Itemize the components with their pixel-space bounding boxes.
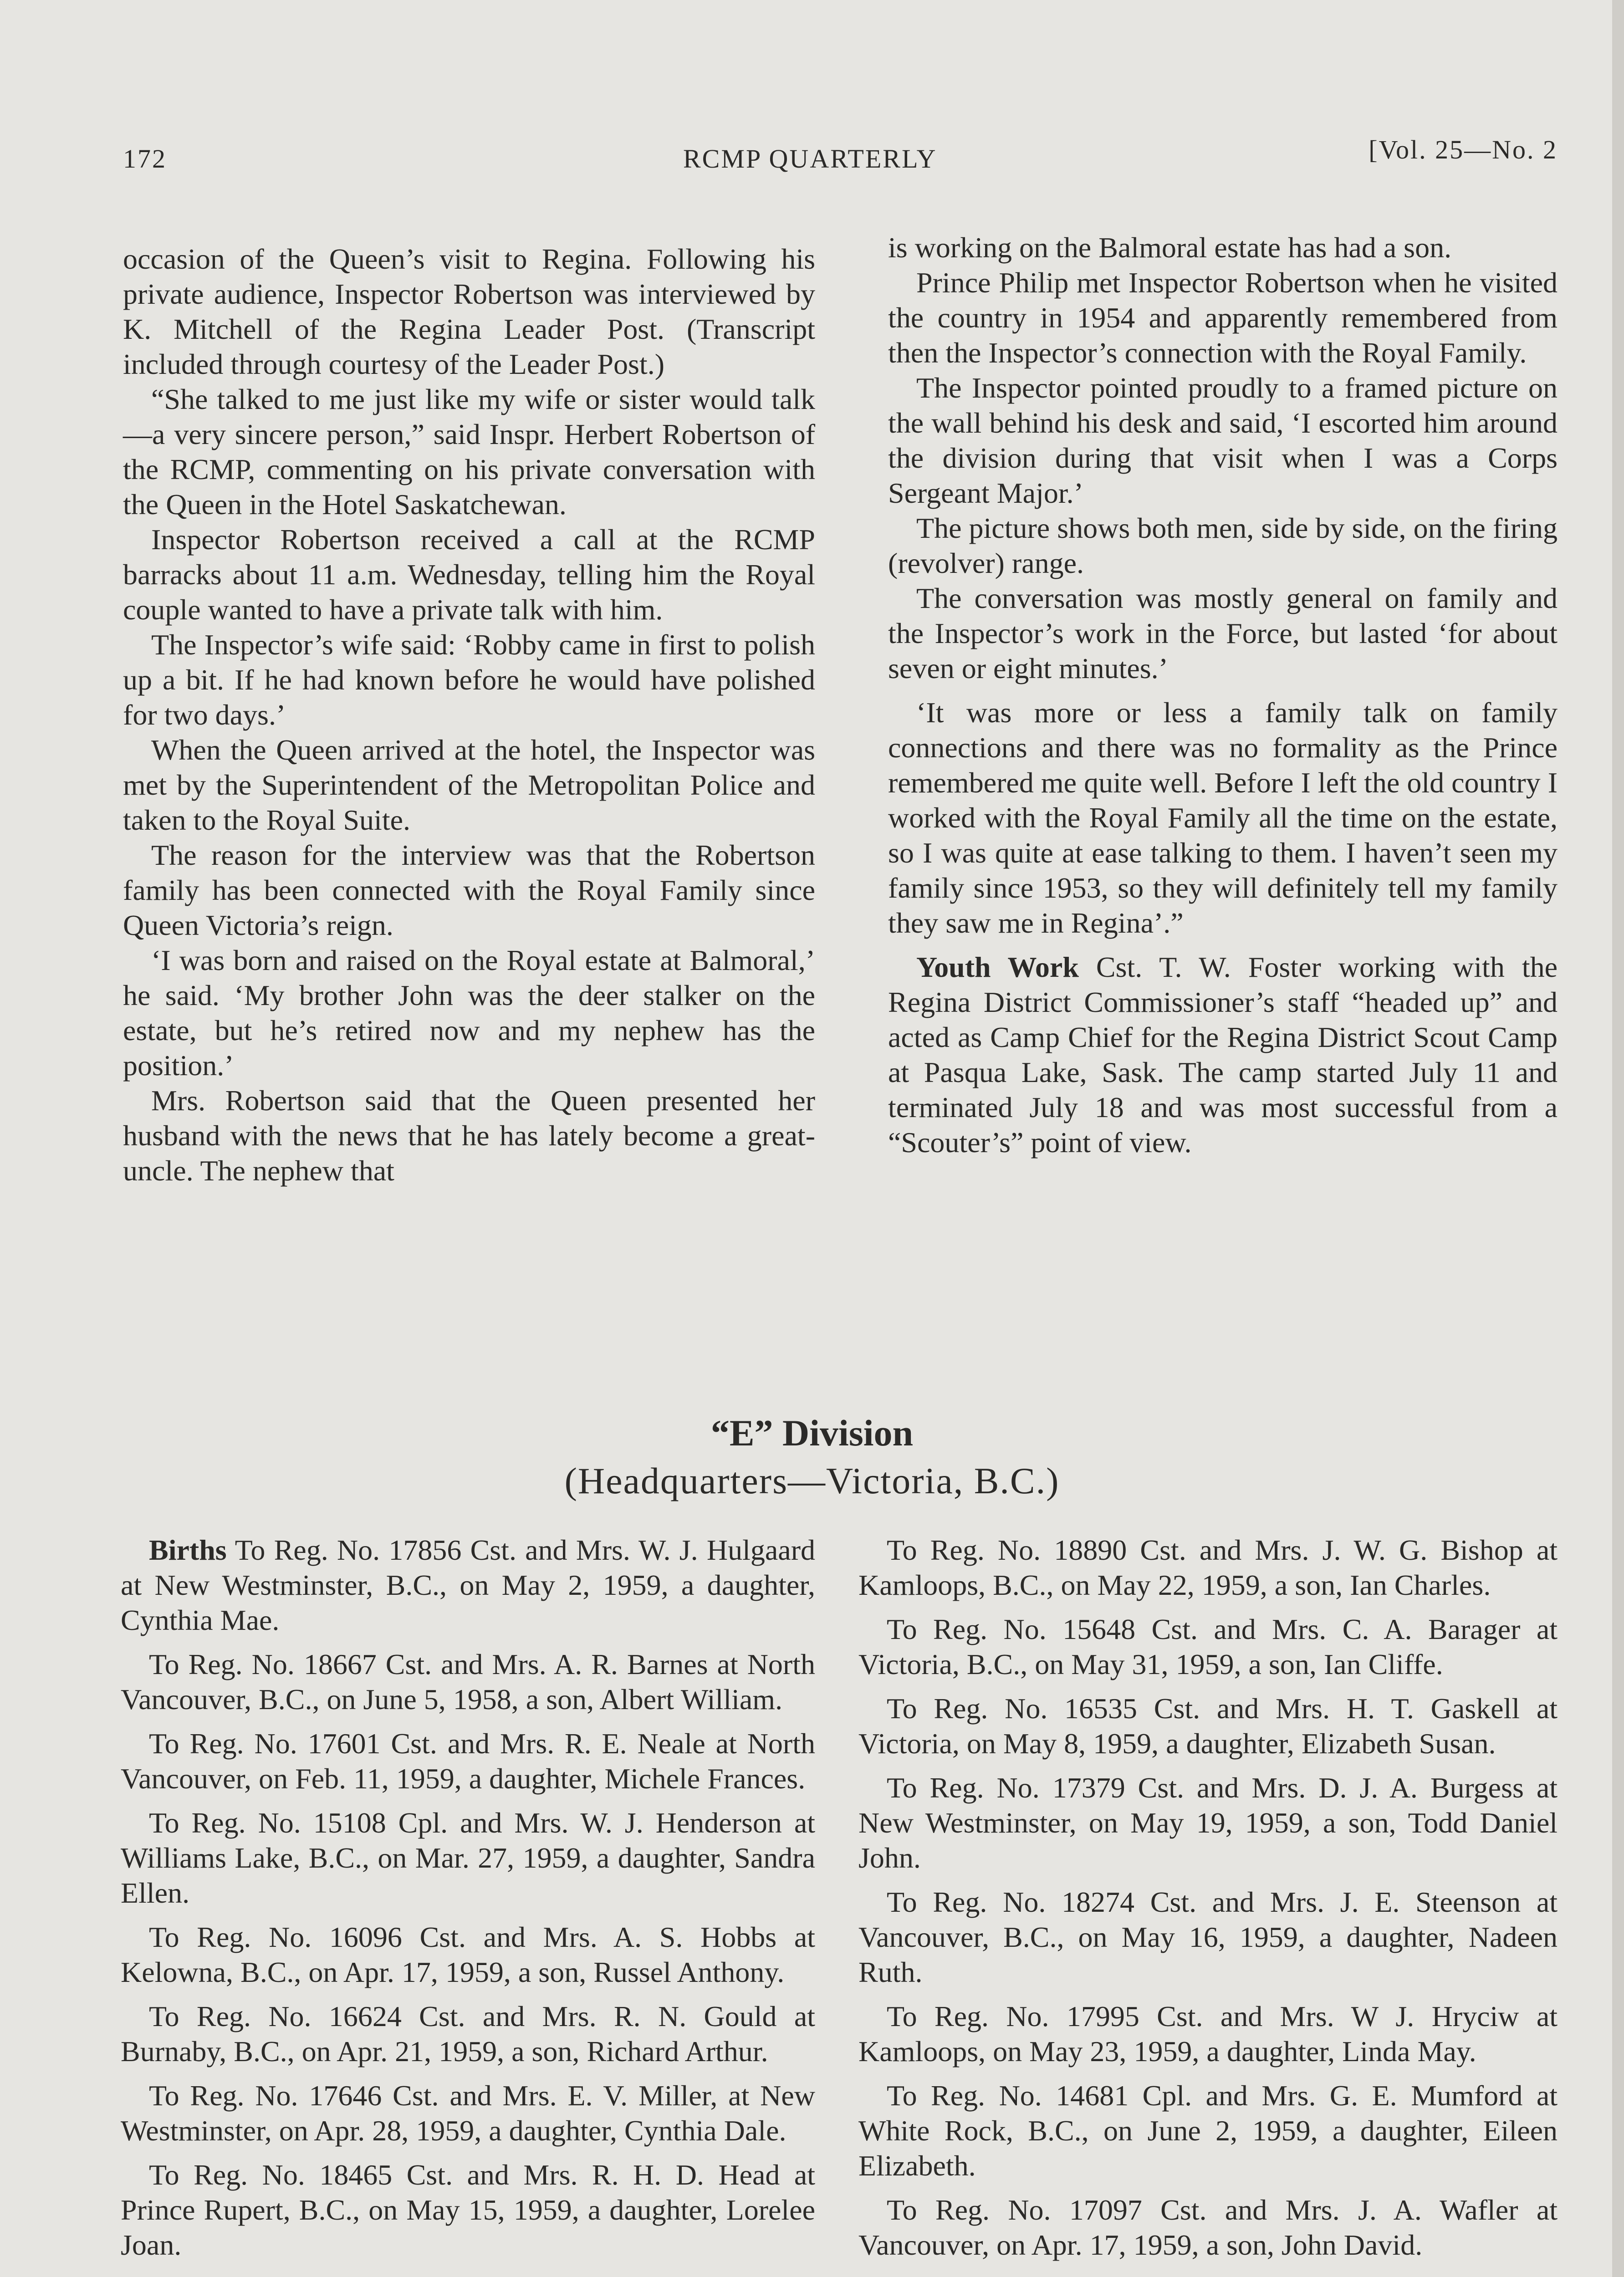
birth-entry: To Reg. No. 16535 Cst. and Mrs. H. T. Gaskell at Victoria, on May 8, 1959, a daughter, Elizabeth Susan. <box>858 1692 1558 1760</box>
birth-entry: To Reg. No. 17601 Cst. and Mrs. R. E. Neale at North Vancouver, on Feb. 11, 1959, a daughter, Michele Frances. <box>121 1727 815 1795</box>
birth-entry: To Reg. No. 17646 Cst. and Mrs. E. V. Miller, at New Westminster, on Apr. 28, 1959, a daughter, Cynthia Dale. <box>121 2079 815 2147</box>
paragraph: “She talked to me just like my wife or sister would talk—a very sincere person,” said Inspr. Herbert Robertson of the RCMP, commenting on his private conversation with the Queen in the Hotel Saskatchewan. <box>123 383 815 521</box>
youth-work-text: Cst. T. W. Foster working with the Regina District Commissioner’s staff “headed up” and acted as Camp Chief for the Regina District Scout Camp at Pasqua Lake, Sask. The camp started July 11 and terminated July 18 and was most successful from a “Scouter’s” point of view. <box>888 951 1558 1159</box>
volume-label: [Vol. 25—No. 2 <box>1369 135 1558 164</box>
birth-entry <box>121 1532 815 1638</box>
birth-entry-text: To Reg. No. 17856 Cst. and Mrs. W. J. Hulgaard at New Westminster, B.C., on May 2, 1959, a daughter, Cynthia Mae. <box>121 1534 815 1636</box>
page-number: 172 <box>123 144 167 174</box>
paragraph: ‘It was more or less a family talk on family connections and there was no formality as the Prince remembered me quite well. Before I left the old country I worked with the Royal Family all the time on the estate, so I was quite at ease talking to them. I haven’t seen my family since 1953, so they will definitely tell my family they saw me in Regina’.” <box>888 696 1558 939</box>
birth-entry: To Reg. No. 18890 Cst. and Mrs. J. W. G. Bishop at Kamloops, B.C., on May 22, 1959, a son, Ian Charles. <box>858 1534 1558 1601</box>
birth-entry: To Reg. No. 15648 Cst. and Mrs. C. A. Barager at Victoria, B.C., on May 31, 1959, a son, Ian Cliffe. <box>858 1613 1558 1680</box>
birth-entry: To Reg. No. 14681 Cpl. and Mrs. G. E. Mumford at White Rock, B.C., on June 2, 1959, a daughter, Eileen Elizabeth. <box>858 2079 1558 2182</box>
birth-entry: To Reg. No. 17995 Cst. and Mrs. W J. Hryciw at Kamloops, on May 23, 1959, a daughter, Linda May. <box>858 2000 1558 2068</box>
paragraph: occasion of the Queen’s visit to Regina. Following his private audience, Inspector Robertson was interviewed by K. Mitchell of the Regina Leader Post. (Transcript included through courtesy of the Leader Post.) <box>123 243 815 380</box>
birth-entry: To Reg. No. 16624 Cst. and Mrs. R. N. Gould at Burnaby, B.C., on Apr. 21, 1959, a son, Richard Arthur. <box>121 2000 815 2068</box>
birth-entry: To Reg. No. 15108 Cpl. and Mrs. W. J. Henderson at Williams Lake, B.C., on Mar. 27, 1959, a daughter, Sandra Ellen. <box>121 1807 815 1909</box>
youth-work-paragraph <box>888 950 1558 1160</box>
youth-work-heading: Youth Work <box>916 951 1079 983</box>
section-title: “E” Division <box>710 1412 914 1454</box>
paragraph: Mrs. Robertson said that the Queen presented her husband with the news that he has lately become a great-uncle. The nephew that <box>123 1084 815 1187</box>
birth-entry: To Reg. No. 18274 Cst. and Mrs. J. E. Steenson at Vancouver, B.C., on May 16, 1959, a daughter, Nadeen Ruth. <box>858 1886 1558 1988</box>
paragraph: Prince Philip met Inspector Robertson when he visited the country in 1954 and apparently remembered from then the Inspector’s connection with the Royal Family. <box>888 266 1558 369</box>
birth-entry: To Reg. No. 18667 Cst. and Mrs. A. R. Barnes at North Vancouver, B.C., on June 5, 1958, a son, Albert William. <box>121 1648 815 1715</box>
paragraph: The conversation was mostly general on family and the Inspector’s work in the Force, but lasted ‘for about seven or eight minutes.’ <box>888 582 1558 684</box>
column-1 <box>123 241 815 1188</box>
column-2 <box>888 230 1558 1160</box>
paragraph: The reason for the interview was that the Robertson family has been connected with the Royal Family since Queen Victoria’s reign. <box>123 839 815 941</box>
paragraph: When the Queen arrived at the hotel, the Inspector was met by the Superintendent of the Metropolitan Police and taken to the Royal Suite. <box>123 734 815 836</box>
section-subtitle: (Headquarters—Victoria, B.C.) <box>564 1460 1060 1501</box>
paragraph: The Inspector’s wife said: ‘Robby came in first to polish up a bit. If he had known before he would have polished for two days.’ <box>123 628 815 731</box>
paragraph: is working on the Balmoral estate has had a son. <box>888 231 1452 264</box>
paragraph: ‘I was born and raised on the Royal estate at Balmoral,’ he said. ‘My brother John was the deer stalker on the estate, but he’s retired now and my nephew has the position.’ <box>123 944 815 1082</box>
running-header <box>123 135 1558 189</box>
running-title: RCMP QUARTERLY <box>683 144 937 174</box>
column-4 <box>858 1532 1558 2262</box>
paragraph: The Inspector pointed proudly to a framed picture on the wall behind his desk and said, ‘I escorted him around the division during that visit when I was a Corps Sergeant Major.’ <box>888 372 1558 509</box>
births-heading: Births <box>149 1534 227 1566</box>
birth-entry: To Reg. No. 17097 Cst. and Mrs. J. A. Wafler at Vancouver, on Apr. 17, 1959, a son, John David. <box>858 2194 1558 2261</box>
page-edge <box>1612 0 1624 2277</box>
birth-entry: To Reg. No. 16096 Cst. and Mrs. A. S. Hobbs at Kelowna, B.C., on Apr. 17, 1959, a son, Russel Anthony. <box>121 1921 815 1988</box>
paragraph: The picture shows both men, side by side, on the firing (revolver) range. <box>888 512 1558 579</box>
column-3 <box>121 1532 815 2262</box>
paragraph: Inspector Robertson received a call at the RCMP barracks about 11 a.m. Wednesday, telling him the Royal couple wanted to have a private talk with him. <box>123 523 815 626</box>
birth-entry: To Reg. No. 18465 Cst. and Mrs. R. H. D. Head at Prince Rupert, B.C., on May 15, 1959, a daughter, Lorelee Joan. <box>121 2159 815 2261</box>
birth-entry: To Reg. No. 17379 Cst. and Mrs. D. J. A. Burgess at New Westminster, on May 19, 1959, a son, Todd Daniel John. <box>858 1772 1558 1874</box>
